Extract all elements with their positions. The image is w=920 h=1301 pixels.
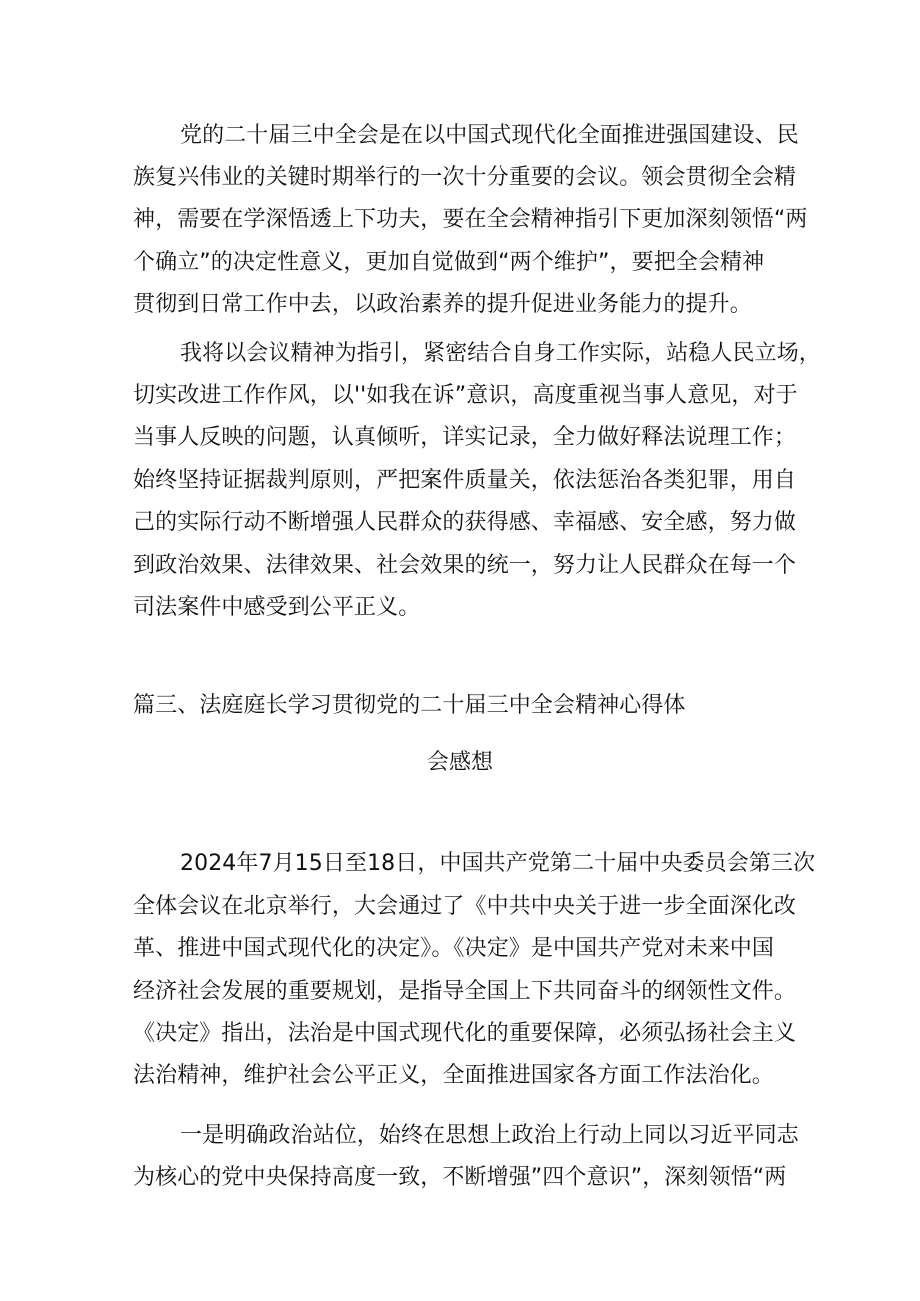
text-line: 2024年7月15日至18日，中国共产党第二十届中央委员会第三次 bbox=[180, 851, 816, 876]
text-line: 司法案件中感受到公平正义。 bbox=[133, 595, 421, 620]
text-line: 贯彻到日常工作中去，以政治素养的提升促进业务能力的提升。 bbox=[133, 292, 752, 317]
text-line: 党的二十届三中全会是在以中国式现代化全面推进强国建设、民 bbox=[180, 123, 799, 148]
text-line: 切实改进工作作风，以''如我在诉”意识，高度重视当事人意见，对于 bbox=[133, 383, 798, 408]
text-line: 法治精神，维护社会公平正义，全面推进国家各方面工作法治化。 bbox=[133, 1063, 774, 1088]
text-line: 革、推进中国式现代化的决定》。《决定》是中国共产党对未来中国 bbox=[133, 936, 775, 961]
text-line: 全体会议在北京举行，大会通过了《中共中央关于进一步全面深化改 bbox=[133, 894, 797, 919]
text-line: 到政治效果、法律效果、社会效果的统一，努力让人民群众在每一个 bbox=[133, 553, 797, 578]
text-line: 经济社会发展的重要规划，是指导全国上下共同奋斗的纲领性文件。 bbox=[133, 979, 797, 1004]
text-line: 《决定》指出，法治是中国式现代化的重要保障，必须弘扬社会主义 bbox=[133, 1021, 797, 1046]
section-title-line: 篇三、法庭庭长学习贯彻党的二十届三中全会精神心得体 bbox=[133, 693, 686, 718]
text-line: 神，需要在学深悟透上下功夫，要在全会精神指引下更加深刻领悟“两 bbox=[133, 207, 808, 232]
text-line: 一是明确政治站位，始终在思想上政治上行动上同以习近平同志 bbox=[180, 1123, 799, 1148]
text-line: 己的实际行动不断增强人民群众的获得感、幸福感、安全感，努力做 bbox=[133, 510, 797, 535]
text-line: 始终坚持证据裁判原则，严把案件质量关，依法惩治各类犯罪，用自 bbox=[133, 468, 797, 493]
section-title-line: 会感想 bbox=[426, 750, 494, 775]
text-line: 我将以会议精神为指引，紧密结合自身工作实际，站稳人民立场， bbox=[180, 341, 821, 366]
text-line: 为核心的党中央保持高度一致，不断增强”四个意识”，深刻领悟“两 bbox=[133, 1165, 787, 1190]
text-line: 个确立”的决定性意义，更加自觉做到“两个维护”，要把全会精神 bbox=[133, 250, 765, 275]
text-line: 族复兴伟业的关键时期举行的一次十分重要的会议。领会贯彻全会精 bbox=[133, 165, 797, 190]
text-line: 当事人反映的问题，认真倾听，详实记录，全力做好释法说理工作； bbox=[133, 425, 797, 450]
